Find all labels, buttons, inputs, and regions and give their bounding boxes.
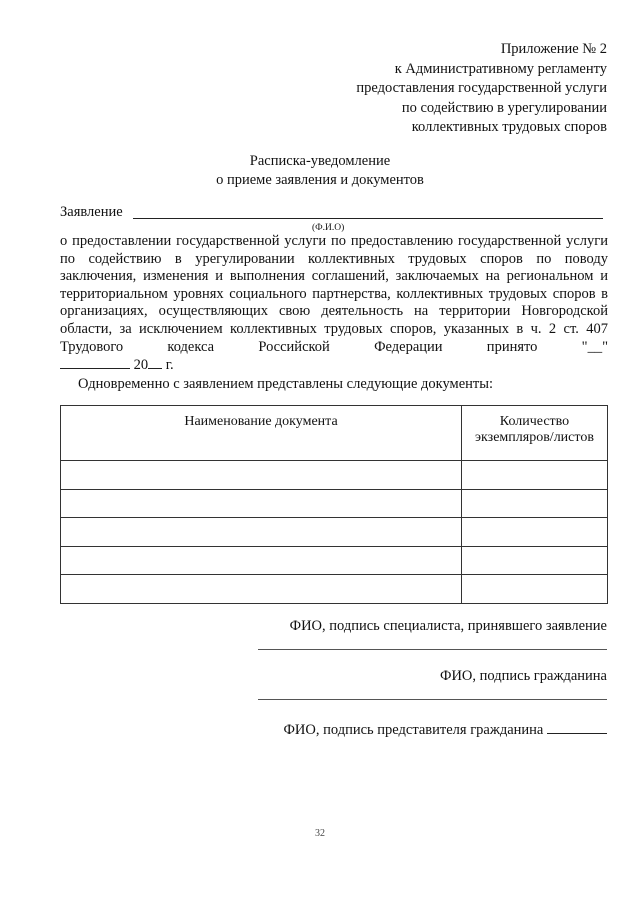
column-header-quantity-line-2: экземпляров/листов (475, 430, 594, 445)
table-row (61, 575, 608, 604)
table-cell-name (61, 489, 462, 518)
table-cell-quantity (462, 575, 608, 604)
table-cell-quantity (462, 518, 608, 547)
table-cell-name (61, 518, 462, 547)
date-year-suffix: г. (165, 357, 174, 373)
representative-signature-blank (547, 720, 607, 734)
documents-intro: Одновременно с заявлением представлены следующие документы: (78, 376, 494, 392)
table-row (61, 518, 608, 547)
specialist-signature-line (258, 649, 607, 650)
title-line-2: о приеме заявления и документов (216, 172, 424, 188)
table-cell-name (61, 461, 462, 490)
appendix-line-1: Приложение № 2 (500, 41, 607, 57)
date-year-blank (148, 355, 162, 369)
page-number: 32 (315, 828, 325, 839)
date-month-blank (60, 355, 130, 369)
citizen-signature-line (258, 699, 607, 700)
appendix-line-4: по содействию в урегулировании (401, 99, 607, 116)
applicant-name-blank (133, 218, 603, 219)
date-line (60, 355, 174, 374)
table-header-row (61, 406, 608, 461)
specialist-signature-label: ФИО, подпись специалиста, принявшего заявление (289, 618, 607, 634)
body-paragraph: о предоставлении государственной услуги по предоставлению государственной услуги по содействию в урегулировании коллективных трудовых споров по поводу заключения, изменения и выполнения соглашений, заключаемых на региональном и территориальном уровнях социального партнерства, коллективных трудовых споров в организациях, осуществляющих свою деятельность на территории Новгородской области, за исключением коллективных трудовых споров, указанных в ч. 2 ст. 407 Трудового кодекса Российской Федерации принято "__" (60, 233, 608, 355)
table-cell-quantity (462, 489, 608, 518)
documents-table (60, 405, 608, 604)
appendix-line-5: коллективных трудовых споров (411, 119, 607, 135)
appendix-line-2: к Административному регламенту (394, 60, 607, 77)
fio-caption: (Ф.И.О) (312, 223, 345, 233)
date-year-prefix: 20 (133, 357, 149, 373)
representative-signature-label: ФИО, подпись представителя гражданина (283, 722, 544, 738)
applicant-label: Заявление (60, 204, 123, 220)
table-cell-quantity (462, 461, 608, 490)
citizen-signature-label: ФИО, подпись гражданина (440, 668, 607, 684)
document-title (0, 152, 640, 190)
title-line-1: Расписка-уведомление (249, 153, 391, 169)
column-header-quantity (462, 406, 608, 461)
appendix-line-3: предоставления государственной услуги (356, 80, 607, 96)
column-header-name: Наименование документа (61, 406, 462, 461)
table-cell-name (61, 575, 462, 604)
column-header-quantity-line-1: Количество (499, 414, 570, 429)
table-row (61, 489, 608, 518)
table-row (61, 461, 608, 490)
table-cell-name (61, 546, 462, 575)
representative-signature (283, 720, 607, 739)
table-cell-quantity (462, 546, 608, 575)
appendix-header (307, 40, 607, 138)
table-row (61, 546, 608, 575)
